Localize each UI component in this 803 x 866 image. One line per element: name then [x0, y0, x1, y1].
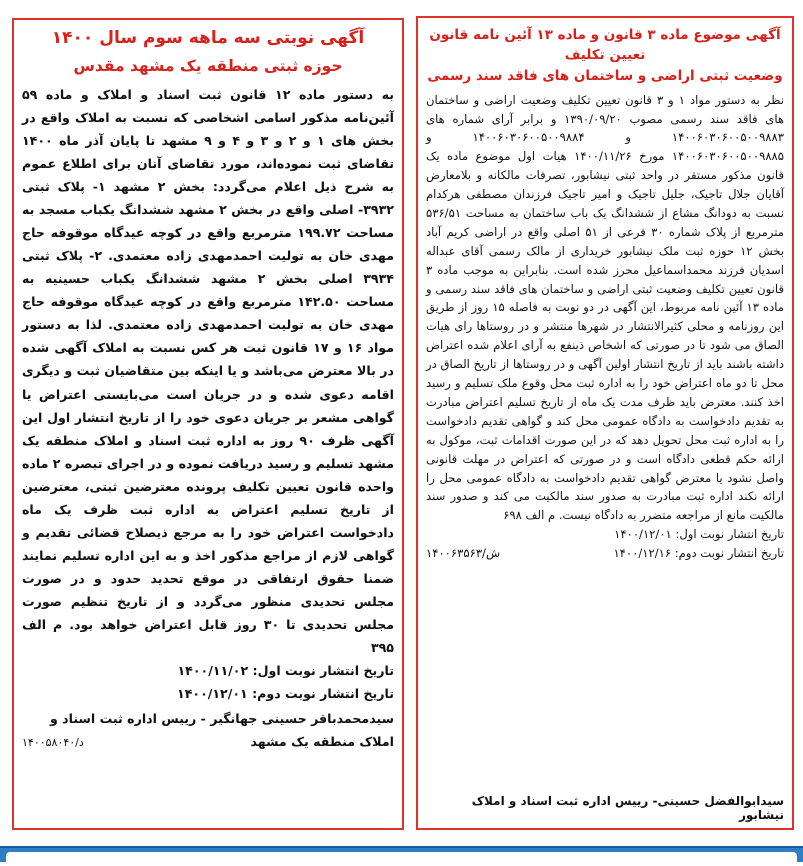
left-notice-signature-line1: سیدمحمدباقر حسینی جهانگیر - رییس اداره ثبت اسناد و — [49, 710, 394, 726]
left-notice-pub1 — [22, 659, 394, 682]
left-notice-title: آگهی نوبتی سه ماهه سوم سال ۱۴۰۰ — [51, 28, 365, 48]
pub1-date: ۱۴۰۰/۱۱/۰۲ — [177, 662, 249, 678]
right-notice-body: نظر به دستور مواد ۱ و ۳ قانون تعیین تکلیف وضعیت اراضی و ساختمان های فاقد سند رسمی مصوب ۱۳۹۰/۰۹/۲۰ و برابر آرای شماره های ۱۴۰۰۶۰۳۰۶۰۰۵۰۰۹۸۸۳ و ۱۴۰۰۶۰۳۰۶۰۰۵۰۰۹۸۸۴ و ۱۴۰۰۶۰۳۰۶۰۰۵۰۰۹۸۸۵ مورخ ۱۴۰۰/۱۱/۲۶ هیات اول موضوع ماده یک قانون مذکور مستقر در واحد ثبتی نیشابور، تصرفات مالکانه و بلامعارض آقایان جلال تاجیک، جلیل تاجیک و امیر تاجیک فرزندان مصطفی هرکدام نسبت به دودانگ مشاع از ششدانگ یک باب ساختمان به مساحت ۵۳۶/۵۱ مترمربع از پلاک شماره ۳۰ فرعی از ۵۱ اصلی واقع در اراضی کریم آباد بخش ۱۲ حوزه ثبت ملک نیشابور خریداری از مالک رسمی آقای عبداله اسدیان فرزند محمداسماعیل محرز شده است. بنابراین به موجب ماده ۳ قانون تعیین تکلیف وضعیت ثبتی اراضی و ساختمان های فاقد سند رسمی و ماده ۱۳ آئین نامه مربوط، این آگهی در دو نوبت به فاصله ۱۵ روز از طریق این روزنامه و محلی کثیرالانتشار در شهرها منتشر و در روستاها رای هیات الصاق می شود تا در صورتی که اشخاص ذینفع به آرای اعلام شده اعتراض داشته باشند باید از تاریخ انتشار اولین آگهی و در روستاها از تاریخ الصاق در محل تا دو ماه اعتراض خود را به اداره ثبت محل وقوع ملک تسلیم و رسید اخذ کنند. معترض باید ظرف مدت یک ماه از تاریخ تسلیم اعتراض مبادرت به تقدیم دادخواست به دادگاه عمومی محل کند و گواهی تقدیم دادخواست را به اداره ثبت محل تحویل دهد که در این صورت اقدامات ثبت، موکول به ارائه حکم قطعی دادگاه است و در صورتی که اعتراض در مهلت قانونی واصل نشود یا معترض گواهی تقدیم دادخواست به دادگاه عمومی محل را ارائه نکند اداره ثبت مبادرت به صدور سند مالکیت می کند و صدور سند مالکیت مانع از مراجعه متضرر به دادگاه نیست. م الف ۶۹۸ — [426, 92, 785, 523]
pub2-date: ۱۴۰۰/۱۲/۰۱ — [177, 685, 248, 701]
pub1-label: تاریخ انتشار نوبت اول: — [252, 662, 394, 678]
left-notice-body: به دستور ماده ۱۲ قانون ثبت اسناد و املاک و ماده ۵۹ آئین‌نامه مذکور اسامی اشخاصی که نسبت به املاک واقع در بخش های ۱ و ۲ و ۳ و ۴ و ۹ مشهد تا پایان آذر ماه ۱۴۰۰ تقاضای ثبت نموده‌اند، مورد تقاضای آنان برای اطلاع عموم به شرح ذیل اعلام می‌گردد: بخش ۲ مشهد ۱- پلاک ثبتی ۳۹۳۲- اصلی واقع در بخش ۲ مشهد ششدانگ یکباب مسجد به مساحت ۱۹۹.۷۲ مترمربع واقع در کوچه عیدگاه موقوفه حاج مهدی خان به تولیت احمدمهدی زاده معتمدی. ۲- پلاک ثبتی ۳۹۳۴ اصلی بخش ۲ مشهد ششدانگ یکباب حسینیه به مساحت ۱۴۲.۵۰ مترمربع واقع در کوچه عیدگاه موقوفه حاج مهدی خان به تولیت احمدمهدی زاده معتمدی. لذا به دستور مواد ۱۶ و ۱۷ قانون ثبت هر کس نسبت به املاک آگهی شده در بالا معترض می‌باشد و یا اینکه بین متقاضیان ثبت و دیگری اقامه دعوی شده و در جریان است می‌بایستی اعتراض یا گواهی مشعر بر جریان دعوی خود را از تاریخ انتشار اول این آگهی ظرف ۹۰ روز به اداره ثبت اسناد و املاک منطقه یک مشهد تسلیم و رسید دریافت نموده و در اجرای تبصره ۲ ماده واحده قانون تعیین تکلیف پرونده معترضین ثبتی، معترضین از تاریخ تسلیم اعتراض به اداره ثبت ظرف یک ماه دادخواست اعتراض خود را به مرجع ذیصلاح قضائی تقدیم و گواهی لازم از مراجع مذکور اخذ و به این اداره تسلیم نمایند ضمنا حقوق ارتفاقی در موقع تحدید حدود و در صورت مجلس تحدیدی منظور می‌گردد و از تاریخ تنظیم صورت مجلس تحدیدی تا ۳۰ روز قابل اعتراض خواهد بود. م الف ۳۹۵ — [21, 87, 395, 655]
left-notice-signature-row2 — [22, 730, 394, 753]
left-notice-subtitle: حوزه ثبتی منطقه یک مشهد مقدس — [73, 56, 343, 75]
left-notice-signature-line2: املاک منطقه یک مشهد — [250, 733, 394, 749]
right-notice-title-line1: آگهی موضوع ماده ۳ قانون و ماده ۱۳ آئین نامه قانون تعیین تکلیف — [429, 27, 781, 63]
pub2-label: تاریخ انتشار نوبت دوم: — [674, 546, 784, 561]
left-notice-code: ۱۴۰۰۵۸۰۴۰/د — [22, 735, 84, 749]
bottom-banner-inner — [6, 852, 797, 866]
right-notice-code: ۱۴۰۰۶۳۵۶۳/ش — [426, 546, 501, 561]
left-notice-box — [12, 18, 404, 830]
left-notice-sign-block — [22, 707, 394, 753]
right-notice-box — [416, 16, 794, 830]
right-notice-signature: سیدابوالفضل حسینی- رییس اداره ثبت اسناد و املاک نیشابور — [471, 794, 784, 822]
pub1-label: تاریخ انتشار نوبت اول: — [675, 527, 784, 542]
pub2-label: تاریخ انتشار نوبت دوم: — [252, 685, 394, 701]
right-notice-pub1 — [426, 525, 784, 544]
pub2-date: ۱۴۰۰/۱۲/۱۶ — [613, 546, 672, 561]
right-notice-pub2 — [426, 544, 784, 563]
right-notice-title-line2: وضعیت ثبتی اراضی و ساختمان های فاقد سند رسمی — [427, 68, 783, 85]
left-notice-pub2 — [22, 682, 394, 705]
pub1-date: ۱۴۰۰/۱۲/۰۱ — [614, 527, 672, 542]
